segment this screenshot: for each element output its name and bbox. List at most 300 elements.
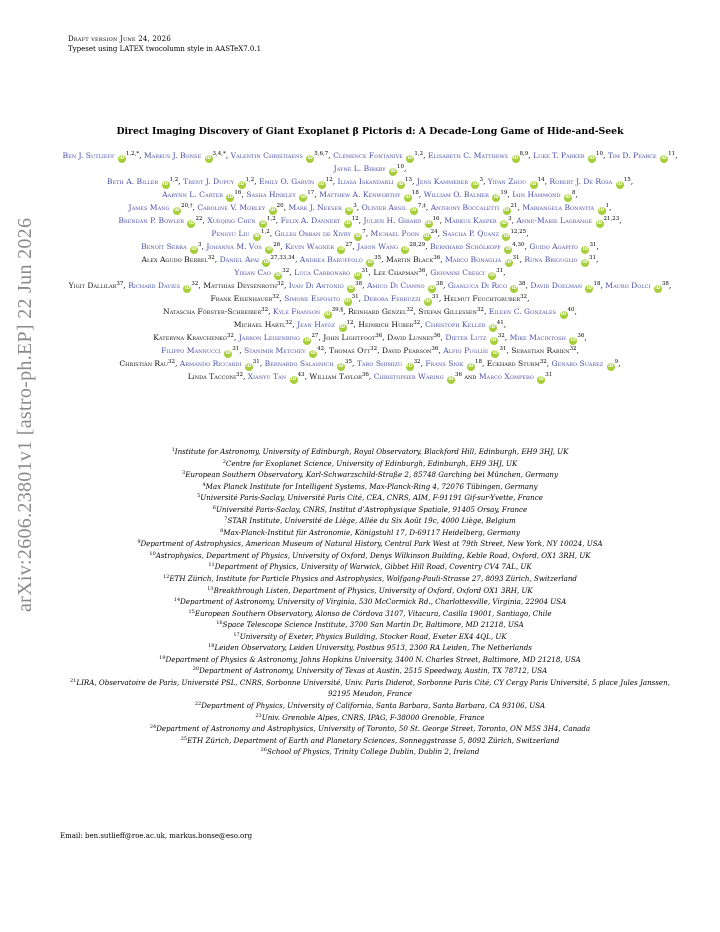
- author-name[interactable]: Luke T. Parker: [533, 151, 585, 160]
- author: Kyle Franson $iD^{39,\S}$,: [272, 307, 348, 317]
- orcid-icon[interactable]: iD: [174, 208, 180, 213]
- author-name[interactable]: Guido Agapito: [529, 242, 579, 251]
- author-affiliation-marker: 24: [430, 229, 438, 235]
- orcid-icon[interactable]: iD: [505, 247, 511, 252]
- author-name[interactable]: Xueqing Chen: [207, 216, 256, 225]
- affiliation-text: Université Paris-Saclay, Université Paris Cité, CEA, CNRS, AIM, F-91191 Gif-sur-Yvette, France: [200, 493, 543, 503]
- author-name: David Pearson: [381, 346, 432, 355]
- affiliation-number: 12: [163, 574, 170, 581]
- author-name[interactable]: Christoph Keller: [425, 320, 486, 329]
- orcid-icon[interactable]: iD: [254, 234, 260, 239]
- orcid-icon[interactable]: iD: [238, 182, 245, 187]
- author-name[interactable]: Dieter Lutz: [445, 333, 487, 342]
- author-name[interactable]: Genaro Suárez: [551, 359, 604, 368]
- author-affiliation-marker: 32: [285, 320, 293, 326]
- orcid-icon[interactable]: iD: [411, 208, 417, 213]
- author: Kateryna Kravchenko$^{32}$,: [153, 333, 239, 342]
- orcid-icon[interactable]: iD: [338, 247, 345, 252]
- orcid-icon[interactable]: iD: [346, 208, 352, 213]
- author-name[interactable]: Caroline V. Morley: [197, 203, 266, 212]
- author: Andrea Baruffolo $iD^{35}$,: [299, 255, 386, 265]
- affiliation: [60, 515, 680, 527]
- author-name[interactable]: Jens Kammerer: [416, 177, 469, 186]
- orcid-icon[interactable]: iD: [505, 260, 512, 265]
- author-line: [60, 241, 680, 254]
- author-affiliation-marker: 3: [508, 216, 512, 222]
- author: Dániel Apai iD$^{27,33,34}$,: [219, 255, 300, 265]
- orcid-icon[interactable]: iD: [205, 156, 212, 161]
- author: Martin Black$^{36}$,: [385, 255, 446, 264]
- orcid-icon[interactable]: iD: [339, 325, 346, 330]
- orcid-icon[interactable]: iD: [355, 234, 361, 239]
- orcid-icon[interactable]: iD: [608, 364, 614, 369]
- author-line: [60, 319, 680, 332]
- orcid-icon[interactable]: iD: [655, 286, 661, 291]
- author-name[interactable]: Kyle Franson: [272, 307, 321, 316]
- author: Debora Ferruzzi $iD^{31}$,: [363, 294, 444, 304]
- author-affiliation-marker: 12: [325, 177, 333, 183]
- author-name[interactable]: Runa Briguglio: [524, 255, 578, 264]
- author-name[interactable]: Valentin Christiaens: [230, 151, 303, 160]
- author-name[interactable]: Alfio Puglisi: [443, 346, 489, 355]
- author: Emily O. Garvin $iD^{12}$,: [259, 177, 338, 187]
- orcid-icon[interactable]: iD: [390, 169, 396, 174]
- author: Jason Wang iD$^{28,29}$,: [357, 242, 430, 252]
- author-affiliation-marker: 36: [418, 268, 426, 274]
- author: Lee Chapman$^{36}$,: [373, 268, 431, 277]
- author: William Taylor$^{36}$,: [309, 372, 374, 381]
- orcid-icon[interactable]: iD: [582, 260, 588, 265]
- author-affiliation-marker: 36: [433, 333, 441, 339]
- author-name[interactable]: Markus J. Bonse: [143, 151, 202, 160]
- author-affiliation-marker: 38: [661, 281, 669, 287]
- author-name[interactable]: Felix A. Dannert: [280, 216, 341, 225]
- orcid-icon[interactable]: iD: [530, 182, 537, 187]
- author-name[interactable]: Jean Hayoz: [297, 320, 336, 329]
- author-name[interactable]: Pengyu Liu: [211, 229, 250, 238]
- author-affiliation-marker: 16: [234, 190, 242, 196]
- author-line: [60, 150, 680, 176]
- author: Anthony Boccaletti $iD^{21}$,: [430, 203, 523, 213]
- author-name: Natascha Förster-Schreiber: [163, 307, 262, 316]
- author-affiliation-marker: 35: [345, 359, 353, 365]
- orcid-icon[interactable]: iD: [367, 260, 373, 265]
- author-affiliation-marker: 32: [207, 255, 215, 261]
- author: Sascha P. Quanz iD$^{12,25}$,: [442, 229, 529, 239]
- orcid-icon[interactable]: iD: [300, 195, 306, 200]
- author-affiliation-marker: 32: [539, 359, 547, 365]
- author-affiliation-marker: 31: [496, 268, 504, 274]
- affiliation: [60, 723, 680, 735]
- author-affiliation-marker: 1,2: [261, 229, 270, 235]
- orcid-icon[interactable]: iD: [596, 221, 603, 226]
- author: Michael Poon $iD^{24}$,: [370, 229, 443, 239]
- author: Marco Bonaglia $iD^{31}$,: [445, 255, 525, 265]
- author-affiliation-marker: 28,29: [409, 242, 426, 248]
- orcid-icon[interactable]: iD: [586, 286, 593, 291]
- author-affiliation-marker: 5,6,7: [314, 151, 329, 157]
- orcid-icon[interactable]: iD: [560, 312, 567, 317]
- author-name[interactable]: Robert J. De Rosa: [549, 177, 613, 186]
- author-name: Matthias Deysenroth: [203, 281, 277, 290]
- affiliation-number: 9: [137, 539, 141, 546]
- author-name: Eckhard Sturm: [486, 359, 540, 368]
- author: Markus J. Bonse $iD^{3,4,*}$,: [143, 151, 231, 161]
- orcid-icon[interactable]: iD: [263, 260, 270, 265]
- contact-email[interactable]: Email: ben.sutlieff@roe.ac.uk, markus.bonse@eso.org: [60, 832, 253, 840]
- author-affiliation-marker: 32: [520, 294, 528, 300]
- orcid-icon[interactable]: iD: [407, 156, 414, 161]
- author-name[interactable]: Kevin Wagner: [285, 242, 334, 251]
- author-name[interactable]: Mariangela Bonavita: [522, 203, 595, 212]
- author: Markus Kasper $iD^3$,: [444, 216, 517, 226]
- author-affiliation-marker: 32: [476, 307, 484, 313]
- orcid-icon[interactable]: iD: [310, 351, 316, 356]
- author-name[interactable]: Mike Macintosh: [509, 333, 566, 342]
- author-name[interactable]: Markus Kasper: [444, 216, 497, 225]
- author-name[interactable]: Emily O. Garvin: [259, 177, 315, 186]
- affiliation-text: Breakthrough Listen, Department of Physics, University of Oxford, Oxford OX1 3RH, UK: [213, 585, 533, 595]
- author: Jarron Leisenring $iD^{27}$,: [238, 333, 324, 343]
- orcid-icon[interactable]: iD: [468, 364, 474, 369]
- author-affiliation-marker: 35: [374, 255, 382, 261]
- author-name[interactable]: Richard Davies: [128, 281, 180, 290]
- author-name: Alex Agudo Berbel: [141, 255, 208, 264]
- author: Frank Eisenhauer$^{32}$,: [210, 294, 285, 303]
- affiliation: [60, 619, 680, 631]
- author: Richard Davies $iD^{32}$,: [128, 281, 204, 291]
- author-name[interactable]: Ben J. Sutlieff: [62, 151, 115, 160]
- author-affiliation-marker: 10: [595, 151, 603, 157]
- author-affiliation-marker: 16: [432, 216, 440, 222]
- author-affiliation-marker: 13: [404, 177, 412, 183]
- author: Christian Rau$^{32}$,: [119, 359, 180, 368]
- author: Bernhard Schölkopf iD$^{4,30}$,: [430, 242, 530, 252]
- author-affiliation-marker: 31: [589, 242, 597, 248]
- orcid-icon[interactable]: iD: [503, 208, 510, 213]
- author: Bernardo Salasnich $iD^{35}$,: [264, 359, 357, 369]
- orcid-icon[interactable]: iD: [191, 247, 197, 252]
- orcid-icon[interactable]: iD: [570, 338, 576, 343]
- author-line: [60, 176, 680, 189]
- author: Runa Briguglio $iD^{31}$,: [524, 255, 599, 265]
- author-name[interactable]: David Doelman: [530, 281, 583, 290]
- author: Anne-Marie Lagrange iD$^{21,23}$,: [516, 216, 622, 226]
- author: Jean Hayoz $iD^{12}$,: [297, 320, 359, 330]
- author: Johanna M. Vos $iD^{26}$,: [206, 242, 286, 252]
- author: Iliasa Iskandarli $iD^{13}$,: [337, 177, 417, 187]
- orcid-icon[interactable]: iD: [617, 182, 623, 187]
- orcid-icon[interactable]: iD: [260, 221, 266, 226]
- author-name[interactable]: Iliasa Iskandarli: [337, 177, 394, 186]
- author-name[interactable]: Andrea Baruffolo: [299, 255, 363, 264]
- orcid-icon[interactable]: iD: [319, 182, 325, 187]
- author-affiliation-marker: 1,2: [414, 151, 424, 157]
- author: Aarynn L. Carter $iD^{16}$,: [162, 190, 247, 200]
- orcid-icon[interactable]: iD: [429, 286, 435, 291]
- author-line: [60, 293, 680, 306]
- author-affiliation-marker: 32: [569, 346, 577, 352]
- author-name[interactable]: Bernhard Schölkopf: [430, 242, 501, 251]
- affiliation-number: 17: [233, 631, 240, 638]
- orcid-icon[interactable]: iD: [503, 234, 510, 239]
- author-affiliation-marker: 18: [593, 281, 601, 287]
- author-affiliation-marker: 40: [567, 307, 575, 313]
- author-name[interactable]: Trent J. Dupuy: [183, 177, 235, 186]
- author-name[interactable]: Mauro Dolci: [605, 281, 651, 290]
- author-affiliation-marker: 8: [571, 190, 576, 196]
- author-name: Frank Eisenhauer: [210, 294, 273, 303]
- orcid-icon[interactable]: iD: [565, 195, 571, 200]
- author: [479, 372, 552, 381]
- author-name[interactable]: Simone Esposito: [284, 294, 341, 303]
- orcid-icon[interactable]: iD: [493, 195, 499, 200]
- author: Pengyu Liu iD$^{1,2}$,: [211, 229, 275, 239]
- author-name[interactable]: Tim D. Pearce: [607, 151, 657, 160]
- author-name[interactable]: Yixian Cao: [234, 268, 271, 277]
- author-name[interactable]: Amico Di Cianno: [366, 281, 425, 290]
- author-name[interactable]: Julien H. Girard: [363, 216, 422, 225]
- author-affiliation-marker: 41: [496, 320, 504, 326]
- author-affiliation-marker: 31: [589, 255, 597, 261]
- author-name[interactable]: Anthony Boccaletti: [430, 203, 500, 212]
- author-name[interactable]: Filippo Mannucci: [161, 346, 221, 355]
- author-name[interactable]: Taro Shimizu: [356, 359, 403, 368]
- author-name[interactable]: Iain Hammond: [512, 190, 561, 199]
- author-line: [60, 345, 680, 358]
- author: Matthias Deysenroth$^{32}$,: [203, 281, 289, 290]
- orcid-icon[interactable]: iD: [511, 286, 518, 291]
- author: Jayne L. Birkby $iD^{10}$,: [333, 164, 407, 174]
- author-name[interactable]: Gilles Orban de Xivry: [274, 229, 351, 238]
- author: Mike Macintosh $iD^{36}$,: [509, 333, 587, 343]
- affiliation-number: 10: [149, 550, 156, 557]
- author-name[interactable]: Michael Poon: [370, 229, 420, 238]
- author-name: Helmut Feuchtgruber: [443, 294, 521, 303]
- author-name[interactable]: Benoît Serra: [141, 242, 187, 251]
- orcid-icon[interactable]: iD: [423, 234, 430, 239]
- author-affiliation-marker: 20,†: [180, 203, 193, 209]
- author-affiliation-marker: 8,9: [519, 151, 529, 157]
- orcid-icon[interactable]: iD: [582, 247, 589, 252]
- orcid-icon[interactable]: iD: [225, 351, 231, 356]
- orcid-icon[interactable]: iD: [448, 377, 454, 382]
- affiliation: [60, 538, 680, 550]
- orcid-icon[interactable]: iD: [290, 377, 297, 382]
- author-name[interactable]: Brendan P. Bowler: [118, 216, 185, 225]
- affiliation-text: Institute for Astronomy, University of Edinburgh, Royal Observatory, Blackford Hill, Edinburgh, EH9 3HJ, UK: [174, 447, 569, 456]
- author-name[interactable]: William O. Balmer: [423, 190, 489, 199]
- orcid-icon[interactable]: iD: [598, 208, 605, 213]
- author-affiliation-marker: 18: [411, 190, 419, 196]
- author: Clémence Fontanive iD$^{1,2}$,: [333, 151, 428, 161]
- author-affiliation-marker: 1,2: [267, 216, 276, 222]
- orcid-icon[interactable]: iD: [425, 299, 431, 304]
- author-name[interactable]: Jayne L. Birkby: [333, 164, 386, 173]
- orcid-icon[interactable]: iD: [489, 273, 495, 278]
- author-affiliation-marker: 36: [431, 346, 439, 352]
- orcid-icon[interactable]: iD: [661, 156, 667, 161]
- orcid-icon[interactable]: iD: [304, 338, 311, 343]
- author-name[interactable]: Johanna M. Vos: [206, 242, 262, 251]
- author-name[interactable]: Eileen C. Gonzales: [488, 307, 557, 316]
- author-line: [60, 371, 680, 384]
- orcid-icon[interactable]: iD: [348, 286, 354, 291]
- orcid-icon[interactable]: iD: [472, 182, 479, 187]
- author: Yixian Cao $iD^{32}$,: [234, 268, 295, 278]
- affiliation-number: 20: [192, 666, 200, 673]
- author-affiliation-marker: 26: [273, 242, 281, 248]
- author-name[interactable]: Frans Snik: [425, 359, 464, 368]
- author-name[interactable]: Elisabeth C. Matthews: [427, 151, 509, 160]
- author-name[interactable]: Armando Riccardi: [179, 359, 242, 368]
- author-name[interactable]: Anne-Marie Lagrange: [516, 216, 593, 225]
- orcid-icon[interactable]: iD: [406, 364, 413, 369]
- affiliation: [60, 596, 680, 608]
- author: Christopher Waring $iD^{36}$ and: [373, 372, 479, 382]
- author-affiliation-marker: 12: [351, 216, 359, 222]
- affiliation: [60, 527, 680, 539]
- author-name[interactable]: Matthew A. Kenworthy: [319, 190, 401, 199]
- affiliation-number: 18: [208, 643, 215, 650]
- orcid-icon[interactable]: iD: [246, 364, 252, 369]
- orcid-icon[interactable]: iD: [402, 247, 409, 252]
- author-name[interactable]: Sasha Hinkley: [246, 190, 296, 199]
- author-affiliation-marker: 31: [431, 294, 439, 300]
- affiliation-number: 15: [188, 608, 195, 615]
- orcid-icon[interactable]: iD: [307, 156, 313, 161]
- affiliation-number: 25: [180, 735, 188, 742]
- orcid-icon[interactable]: iD: [266, 247, 272, 252]
- author-name[interactable]: Luca Carbonaro: [294, 268, 351, 277]
- orcid-icon[interactable]: iD: [119, 156, 125, 161]
- author-name[interactable]: Giovanni Cresci: [430, 268, 485, 277]
- author-affiliation-marker: 38: [436, 281, 443, 287]
- orcid-icon[interactable]: iD: [512, 156, 519, 161]
- author: Xueqing Chen iD$^{1,2}$,: [207, 216, 281, 226]
- orcid-icon[interactable]: iD: [338, 364, 344, 369]
- author-affiliation-marker: 3: [197, 242, 202, 248]
- orcid-icon[interactable]: iD: [354, 273, 361, 278]
- orcid-icon[interactable]: iD: [270, 208, 276, 213]
- author-name: Sebastian Rabien: [511, 346, 570, 355]
- author-name[interactable]: Yifan Zhou: [487, 177, 527, 186]
- draft-version: Draft version June 24, 2026: [68, 35, 171, 43]
- affiliation-number: 13: [207, 585, 214, 592]
- affiliation: [60, 608, 680, 620]
- author-name[interactable]: Stanimir Metchev: [244, 346, 306, 355]
- author-name[interactable]: Aarynn L. Carter: [162, 190, 223, 199]
- affiliation-number: 1: [171, 447, 175, 453]
- author-name[interactable]: Christopher Waring: [373, 372, 444, 381]
- orcid-icon[interactable]: iD: [589, 156, 595, 161]
- affiliation: [60, 573, 680, 585]
- affiliation: [60, 458, 680, 470]
- author-name[interactable]: Mark J. Neeser: [288, 203, 342, 212]
- author: Luke T. Parker $iD^{10}$,: [533, 151, 608, 161]
- orcid-icon[interactable]: iD: [227, 195, 234, 200]
- orcid-icon[interactable]: iD: [344, 299, 351, 304]
- author: Brendan P. Bowler $iD^{22}$,: [118, 216, 208, 226]
- author-name[interactable]: Jarron Leisenring: [238, 333, 301, 342]
- author: Dieter Lutz $iD^{32}$,: [445, 333, 510, 343]
- orcid-icon[interactable]: iD: [324, 312, 331, 317]
- orcid-icon[interactable]: iD: [275, 273, 281, 278]
- affiliation-text: European Southern Observatory, Alonso de Córdova 3107, Vitacura, Casilla 19001, Santiago, Chile: [194, 608, 552, 618]
- author-affiliation-marker: 12: [346, 320, 354, 326]
- author-name[interactable]: Xianyu Tan: [247, 372, 287, 381]
- affiliation-text: Université Paris-Saclay, CNRS, Institut d’Astrophysique Spatiale, 91405 Orsay, France: [215, 504, 528, 514]
- orcid-icon[interactable]: iD: [188, 221, 195, 226]
- author: Genaro Suárez $iD^9$,: [551, 359, 621, 369]
- orcid-icon[interactable]: iD: [162, 182, 169, 187]
- author-affiliation-marker: 32: [272, 294, 280, 300]
- author: Filippo Mannucci $iD^{31}$,: [161, 346, 245, 356]
- author: Frans Snik $iD^{18}$,: [425, 359, 487, 369]
- author-affiliation-marker: 36: [375, 333, 383, 339]
- affiliation: [60, 469, 680, 481]
- orcid-icon[interactable]: iD: [405, 195, 411, 200]
- orcid-icon[interactable]: iD: [491, 338, 497, 343]
- author-affiliation-marker: 19: [500, 190, 508, 196]
- author: Mariangela Bonavita $iD^1$,: [522, 203, 612, 213]
- orcid-icon[interactable]: iD: [492, 351, 499, 356]
- author-name[interactable]: Ivan Di Antonio: [288, 281, 344, 290]
- author: Kevin Wagner $iD^{27}$,: [285, 242, 358, 252]
- author-name: Martin Black: [385, 255, 434, 264]
- author-affiliation-marker: 31: [499, 346, 507, 352]
- orcid-icon[interactable]: iD: [501, 221, 507, 226]
- orcid-icon[interactable]: iD: [490, 325, 496, 330]
- author-name[interactable]: James Mang: [128, 203, 170, 212]
- affiliation: [60, 746, 680, 758]
- orcid-icon[interactable]: iD: [345, 221, 351, 226]
- paper-title: Direct Imaging Discovery of Giant Exoplanet β Pictoris d: A Decade-Long Game of Hide-and-Seek: [116, 126, 624, 137]
- affiliation-number: 7: [224, 516, 228, 523]
- author: Christoph Keller $iD^{41}$,: [425, 320, 507, 330]
- author-name[interactable]: Bernardo Salasnich: [264, 359, 334, 368]
- author-name[interactable]: Debora Ferruzzi: [363, 294, 421, 303]
- author-affiliation-marker: 31: [351, 294, 359, 300]
- affiliation: [60, 561, 680, 573]
- author-name[interactable]: Marco Bonaglia: [445, 255, 502, 264]
- affiliation-text: European Southern Observatory, Karl-Schwarzschild-Straße 2, 85748 Garching bei München, Germany: [185, 470, 558, 480]
- author-name[interactable]: Gianluca Di Rico: [447, 281, 508, 290]
- author-affiliation-marker: 3: [353, 203, 357, 209]
- author-name[interactable]: Sascha P. Quanz: [442, 229, 500, 238]
- author-affiliation-marker: 3: [479, 177, 483, 183]
- author-name[interactable]: Dániel Apai: [219, 255, 260, 264]
- author-name[interactable]: Beth A. Biller: [106, 177, 159, 186]
- affiliation-text: Department of Astrophysics, American Museum of Natural History, Central Park West at 79th Street, New York, NY 10024, USA: [140, 539, 603, 549]
- affiliation-text: LIRA, Observatoire de Paris, Université PSL, CNRS, Sorbonne Université, Univ. Paris Diderot, Sorbonne Paris Cité, CY Cergy Paris Université, 5 place Jules Janssen, 92195 Meudon, France: [76, 677, 670, 699]
- orcid-icon[interactable]: iD: [538, 377, 544, 382]
- author: Luca Carbonaro $iD^{31}$,: [294, 268, 374, 278]
- author-name[interactable]: Clémence Fontanive: [333, 151, 403, 160]
- author-affiliation-marker: 7: [362, 229, 366, 235]
- orcid-icon[interactable]: iD: [425, 221, 432, 226]
- author-line: [60, 254, 680, 267]
- author-name[interactable]: Olivier Absil: [361, 203, 407, 212]
- author-name[interactable]: Marco Xompero: [478, 372, 534, 381]
- author-name[interactable]: Jason Wang: [357, 242, 398, 251]
- author-affiliation-marker: 27: [311, 333, 319, 339]
- author: Stefan Gillessen$^{32}$,: [418, 307, 489, 316]
- orcid-icon[interactable]: iD: [184, 286, 191, 291]
- affiliation: [60, 654, 680, 666]
- author: Giovanni Cresci $iD^{31}$,: [430, 268, 506, 278]
- orcid-icon[interactable]: iD: [398, 182, 404, 187]
